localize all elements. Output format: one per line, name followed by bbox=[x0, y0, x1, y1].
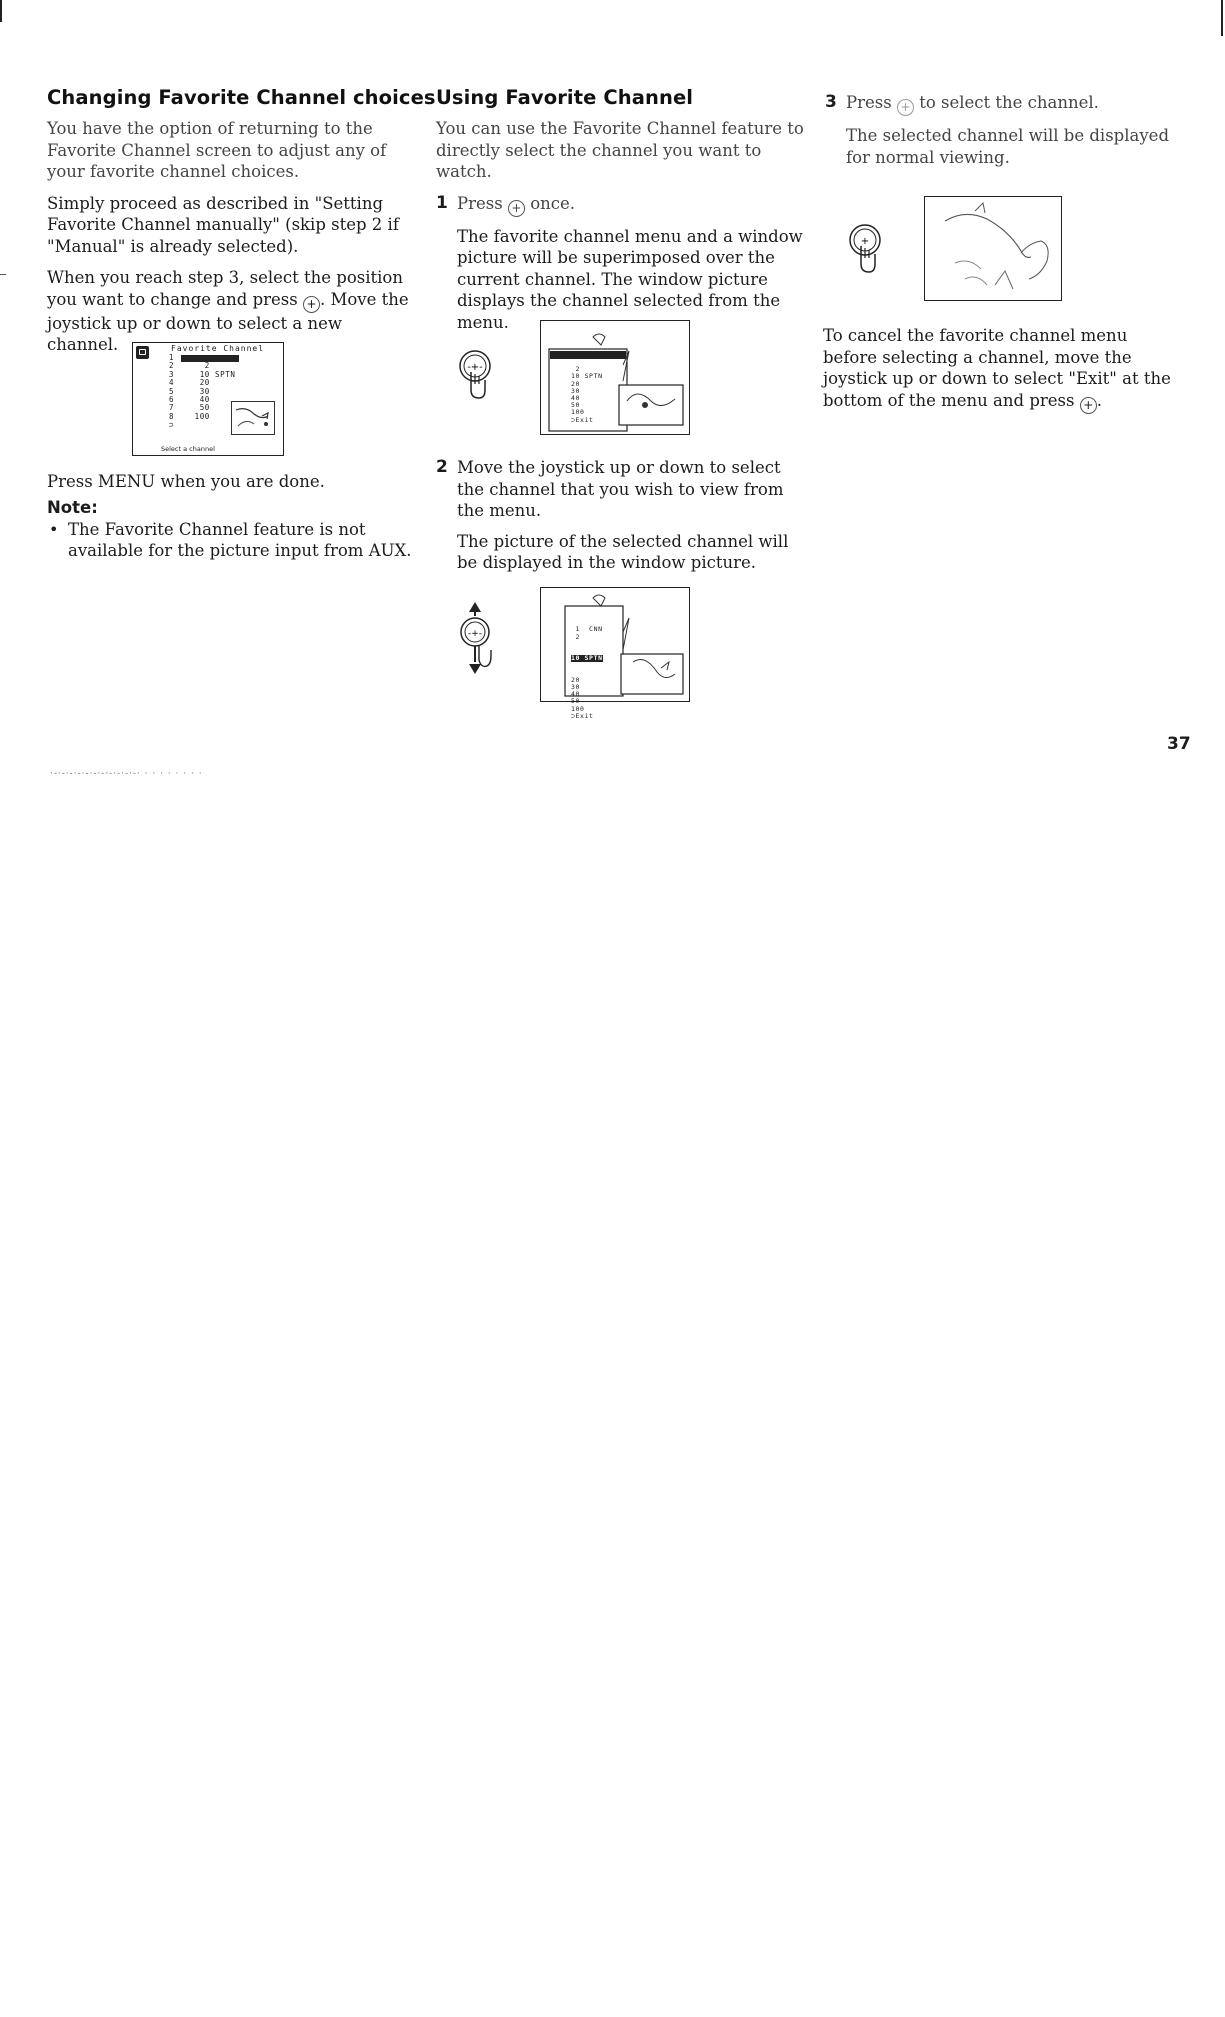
hand-joystick-icon bbox=[843, 218, 887, 278]
step1-figure bbox=[455, 344, 495, 404]
paragraph: You have the option of returning to the Favorite Channel screen to adjust any of your favorite channel choices. bbox=[47, 119, 387, 181]
page-edge-mark bbox=[0, 0, 2, 22]
step-text: to select the channel. bbox=[919, 93, 1099, 112]
step-number: 2 bbox=[436, 457, 448, 477]
section-heading: Changing Favorite Channel choices bbox=[47, 86, 436, 109]
note-item: • The Favorite Channel feature is not available for the picture input from AUX. bbox=[47, 519, 417, 562]
step1-channel-list: 2 10 SPTN 20 30 40 50 100 ⊃Exit bbox=[571, 365, 603, 424]
step3-screen-figure bbox=[924, 196, 1062, 301]
step2-osd-figure bbox=[540, 587, 690, 720]
step1-osd-figure bbox=[540, 320, 690, 435]
step2-figure bbox=[455, 600, 495, 678]
svg-text:+: + bbox=[860, 236, 870, 247]
step3-figure bbox=[843, 218, 887, 278]
step2-screen-icon bbox=[541, 588, 689, 701]
step-number: 1 bbox=[436, 192, 448, 213]
step-description: The picture of the selected channel will be displayed in the window picture. bbox=[457, 531, 789, 572]
paragraph-text: . Move the joystick up or down to select a new channel. bbox=[47, 289, 409, 354]
column-step-3 bbox=[825, 92, 1195, 177]
step2-list-top: 1 CNN 2 bbox=[575, 625, 603, 641]
step-description: Move the joystick up or down to select the channel that you wish to view from the menu. bbox=[457, 458, 784, 520]
step2-channel-list bbox=[571, 612, 603, 734]
step-1 bbox=[436, 193, 806, 334]
scan-artifact: ·-·-·-·-·-·-·-·-·-·-·-· · · · · · · · · bbox=[50, 769, 203, 779]
dolphin-picture-icon bbox=[232, 402, 274, 434]
hand-joystick-icon bbox=[455, 344, 495, 404]
osd-channel-list: 1 2 2 3 10 SPTN 4 20 5 30 6 40 7 50 8 100 ⊃ bbox=[169, 353, 236, 430]
step-2 bbox=[436, 457, 806, 574]
step-number: 3 bbox=[825, 92, 837, 112]
osd-footer: Select a channel bbox=[161, 445, 215, 453]
menu-icon bbox=[136, 346, 149, 359]
joystick-press-icon: + bbox=[1080, 397, 1097, 414]
page-edge-mark bbox=[1221, 0, 1223, 36]
joystick-press-icon: + bbox=[508, 200, 525, 217]
step2-list-selected: 10 SPTN bbox=[571, 654, 603, 663]
svg-text:-+-: -+- bbox=[467, 629, 483, 639]
column-using-favorite bbox=[436, 86, 806, 342]
paragraph-text: When you reach step 3, select the position you want to change and press bbox=[47, 268, 403, 309]
column-2-lower bbox=[436, 457, 806, 583]
column-1-lower bbox=[47, 471, 417, 572]
window-picture bbox=[231, 401, 275, 435]
step-text: Press bbox=[457, 193, 503, 213]
step-line bbox=[846, 92, 1195, 116]
note-title: Note: bbox=[47, 497, 98, 517]
step-description: The favorite channel menu and a window picture will be superimposed over the current channel. The window picture displays the channel selected from the menu. bbox=[457, 226, 803, 332]
paragraph-text: . bbox=[1096, 390, 1102, 410]
step2-list-rest: 20 30 40 50 100 ⊃Exit bbox=[571, 675, 594, 720]
step1-screen-icon bbox=[541, 321, 689, 434]
favorite-channel-menu-figure bbox=[132, 342, 284, 456]
step-3 bbox=[825, 92, 1195, 168]
paragraph: You can use the Favorite Channel feature to directly select the channel you want to watch. bbox=[436, 119, 804, 181]
step-text: once. bbox=[530, 193, 576, 213]
osd-title: Favorite Channel bbox=[171, 344, 265, 353]
section-heading: Using Favorite Channel bbox=[436, 86, 694, 109]
dolphin-picture-icon bbox=[925, 197, 1061, 300]
joystick-press-icon: + bbox=[303, 296, 320, 313]
paragraph: Simply proceed as described in "Setting Favorite Channel manually" (skip step 2 if "Manual" is already selected). bbox=[47, 193, 399, 256]
hand-joystick-updown-icon bbox=[455, 600, 495, 678]
paragraph bbox=[823, 325, 1178, 414]
page-number: 37 bbox=[1167, 734, 1191, 754]
column-3-lower bbox=[823, 325, 1178, 424]
step-description: The selected channel will be displayed for normal viewing. bbox=[846, 126, 1170, 167]
margin-tick bbox=[0, 274, 6, 275]
column-changing-favorite bbox=[47, 86, 436, 366]
step-text: Press bbox=[846, 93, 892, 112]
step-line bbox=[457, 193, 806, 217]
joystick-press-icon: + bbox=[897, 99, 914, 116]
paragraph-text: To cancel the favorite channel menu before selecting a channel, move the joystick up or down to select "Exit" at the bottom of the menu and press bbox=[823, 326, 1171, 410]
paragraph: Press MENU when you are done. bbox=[47, 472, 325, 491]
svg-text:-+-: -+- bbox=[467, 362, 483, 373]
